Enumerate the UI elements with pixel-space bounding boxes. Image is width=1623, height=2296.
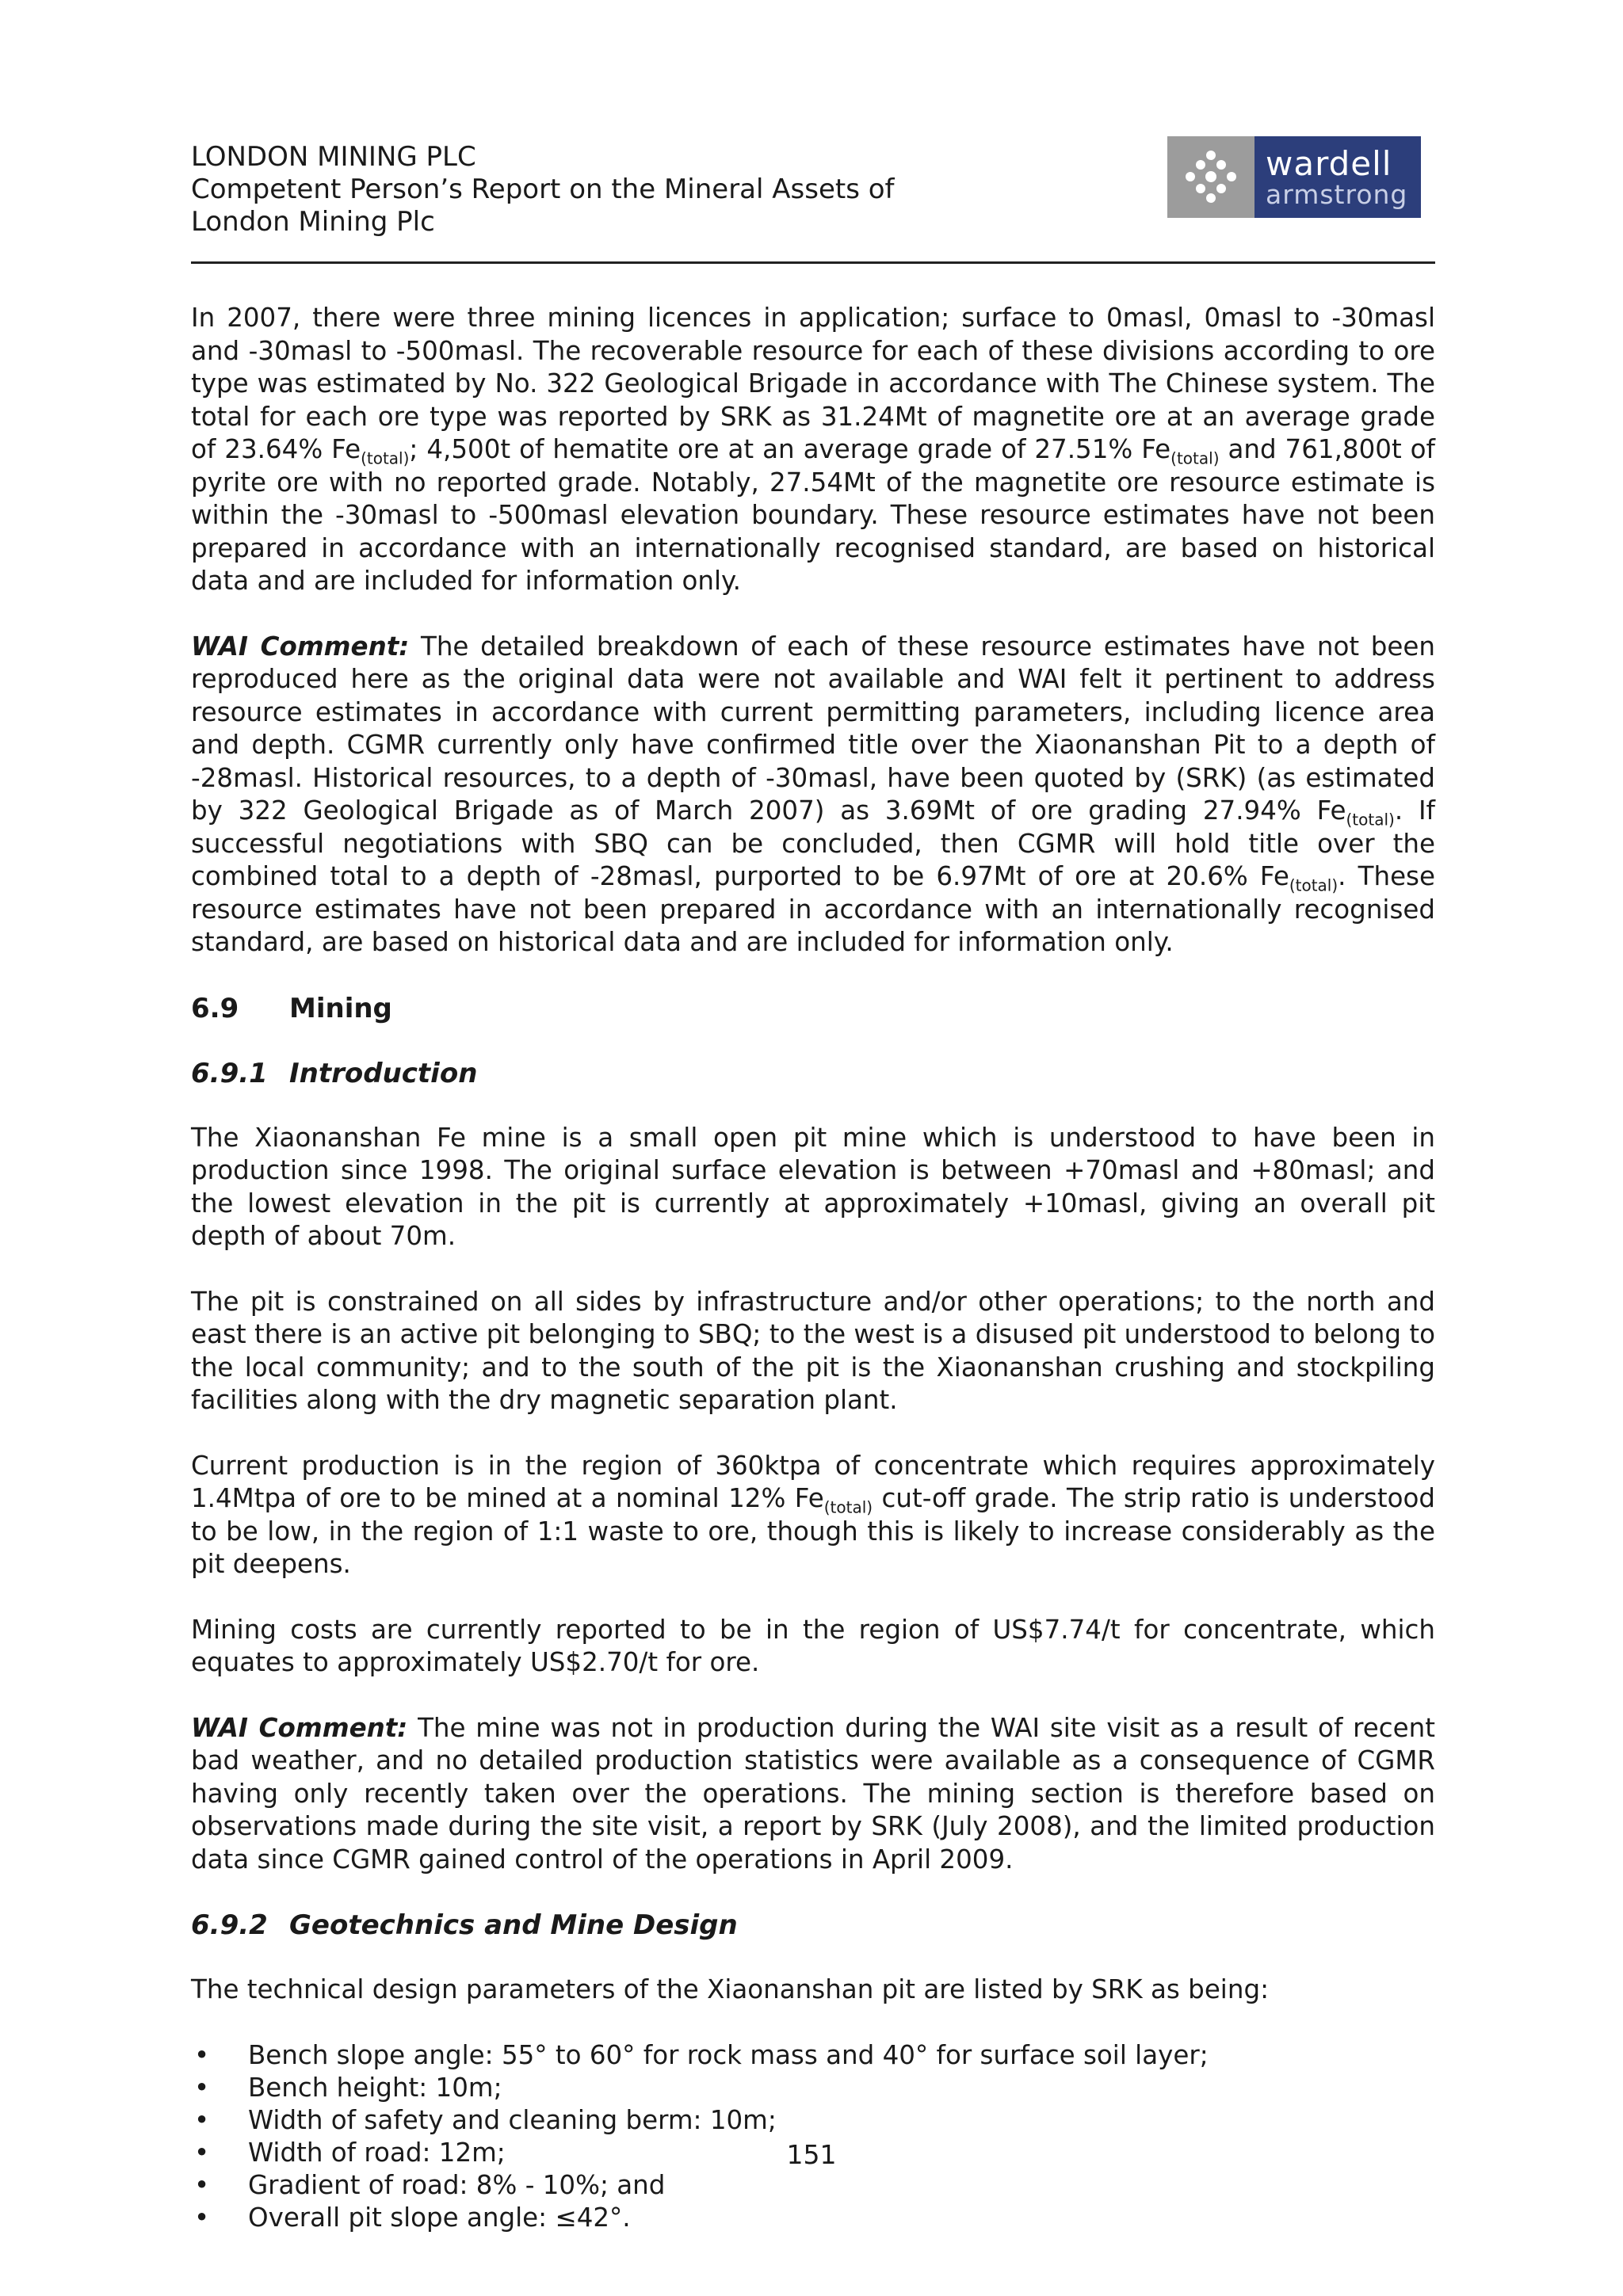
paragraph-mine-overview: The Xiaonanshan Fe mine is a small open pit mine which is understood to have been in production since 1998. The original surface elevation is between +70masl and +80masl; and the lowest elevation in the pit is currently at approximately +10masl, giving an overall pit depth of about 70m. — [191, 1122, 1435, 1251]
subsection-heading-introduction — [191, 1057, 1435, 1090]
paragraph-text: . If successful negotiations with SBQ can be concluded, then CGMR will hold title over the combined total to a depth of -28masl, purported to be 6.97Mt of ore at 20.6% Fe — [191, 795, 1435, 891]
bullet: • — [194, 2039, 210, 2070]
paragraph-text: In 2007, there were three mining licences in application; surface to 0masl, 0masl to -30masl and -30masl to -500masl. The recoverable resource for each of these divisions according to ore type was estimated by No. 322 Geological Brigade in accordance with The Chinese system. The total for each ore type was reported by SRK as 31.24Mt of magnetite ore at an average grade of 23.64% Fe — [191, 303, 1435, 464]
logo-word-wardell: wardell — [1266, 143, 1392, 183]
paragraph-text: and 761,800t of pyrite ore with no reported grade. Notably, 27.54Mt of the magnetite ore resource estimate is within the -30masl to -500masl elevation boundary. These resource estimates have not been prepared in accordance with an internationally recognised standard, are based on historical data and are included for information only. — [191, 434, 1435, 596]
page-header — [191, 136, 1435, 263]
section-number: 6.9 — [191, 992, 239, 1024]
list-item-text: Width of road: 12m; — [248, 2137, 506, 2168]
paragraph-text: ; 4,500t of hematite ore at an average grade of 27.51% Fe — [409, 434, 1171, 464]
bullet: • — [194, 2137, 210, 2168]
page-number: 151 — [786, 2139, 837, 2170]
bullet: • — [194, 2104, 210, 2135]
subscript-total: (total) — [823, 1497, 873, 1517]
wardell-armstrong-logo — [1167, 136, 1421, 218]
list-item — [191, 2039, 1435, 2072]
paragraph-text: Current production is in the region of 360ktpa of concentrate which requires approximately 1.4Mtpa of ore to be mined at a nominal 12% Fe — [191, 1450, 1435, 1513]
wai-comment-label: WAI Comment: — [191, 1712, 408, 1743]
paragraph-text: The detailed breakdown of each of these resource estimates have not been reproduced here as the original data were not available and WAI felt it pertinent to address resource estimates in accordance with current permitting parameters, including licence area and depth. CGMR currently only have confirmed title over the Xiaonanshan Pit to a depth of -28masl. Historical resources, to a depth of -30masl, have been quoted by (SRK) (as estimated by 322 Geological Brigade as of March 2007) as 3.69Mt of ore grading 27.94% Fe — [191, 631, 1436, 826]
bullet: • — [194, 2072, 210, 2103]
paragraph-current-production — [191, 1450, 1435, 1581]
subscript-total: (total) — [1289, 875, 1338, 895]
list-item-text: Width of safety and cleaning berm: 10m; — [248, 2104, 777, 2135]
paragraph-pit-constraints: The pit is constrained on all sides by infrastructure and/or other operations; to the north and east there is an active pit belonging to SBQ; to the west is a disused pit understood to belong to the local community; and to the south of the pit is the Xiaonanshan crushing and stockpiling facilities along with the dry magnetic separation plant. — [191, 1286, 1435, 1415]
list-item — [191, 2072, 1435, 2104]
logo-diamond-icon — [1167, 136, 1254, 218]
subsection-number: 6.9.1 — [191, 1057, 268, 1089]
list-item-text: Bench height: 10m; — [248, 2072, 502, 2103]
paragraph-wai-comment-mining — [191, 1712, 1435, 1877]
subscript-total: (total) — [361, 448, 410, 468]
section-heading-mining — [191, 992, 1435, 1025]
subsection-heading-geotechnics — [191, 1909, 1435, 1942]
logo-wordmark — [1254, 136, 1421, 218]
subscript-total: (total) — [1170, 448, 1220, 468]
list-item-text: Bench slope angle: 55° to 60° for rock mass and 40° for surface soil layer; — [248, 2039, 1209, 2070]
wai-comment-label: WAI Comment: — [191, 631, 410, 662]
paragraph-text: The mine was not in production during the WAI site visit as a result of recent bad weather, and no detailed production statistics were available as a consequence of CGMR having only recently taken over the operations. The mining section is therefore based on observations made during the site visit, a report by SRK (July 2008), and the limited production data since CGMR gained control of the operations in April 2009. — [191, 1712, 1435, 1875]
paragraph-text: cut-off grade. The strip ratio is understood to be low, in the region of 1:1 waste to ore, though this is likely to increase considerably as the pit deepens. — [191, 1483, 1436, 1579]
paragraph-mining-costs: Mining costs are currently reported to be in the region of US$7.74/t for concentrate, which equates to approximately US$2.70/t for ore. — [191, 1614, 1435, 1677]
bullet: • — [194, 2202, 210, 2233]
header-divider — [191, 261, 1435, 264]
paragraph-licences — [191, 302, 1435, 598]
list-item-text: Gradient of road: 8% - 10%; and — [248, 2169, 666, 2200]
header-report-title: Competent Person’s Report on the Mineral Assets of — [191, 174, 895, 205]
subsection-number: 6.9.2 — [191, 1909, 268, 1941]
list-item — [191, 2169, 1435, 2202]
paragraph-design-parameters-intro: The technical design parameters of the Xiaonanshan pit are listed by SRK as being: — [191, 1974, 1270, 2004]
list-item-text: Overall pit slope angle: ≤42°. — [248, 2202, 631, 2233]
paragraph-wai-comment-resources — [191, 631, 1435, 959]
subsection-title: Geotechnics and Mine Design — [289, 1909, 738, 1941]
section-title: Mining — [289, 992, 392, 1024]
header-report-subject: London Mining Plc — [191, 206, 435, 238]
list-item — [191, 2202, 1435, 2234]
design-parameters-list — [191, 2039, 1435, 2234]
subscript-total: (total) — [1346, 810, 1395, 830]
subsection-title: Introduction — [289, 1057, 478, 1089]
paragraph-text: . These resource estimates have not been prepared in accordance with an internationally recognised standard, are based on historical data and are included for information only. — [191, 861, 1435, 957]
document-body — [191, 302, 1435, 2234]
header-company: LONDON MINING PLC — [191, 141, 476, 173]
bullet: • — [194, 2169, 210, 2200]
header-text — [191, 141, 895, 238]
logo-word-armstrong: armstrong — [1266, 178, 1408, 210]
list-item — [191, 2104, 1435, 2137]
